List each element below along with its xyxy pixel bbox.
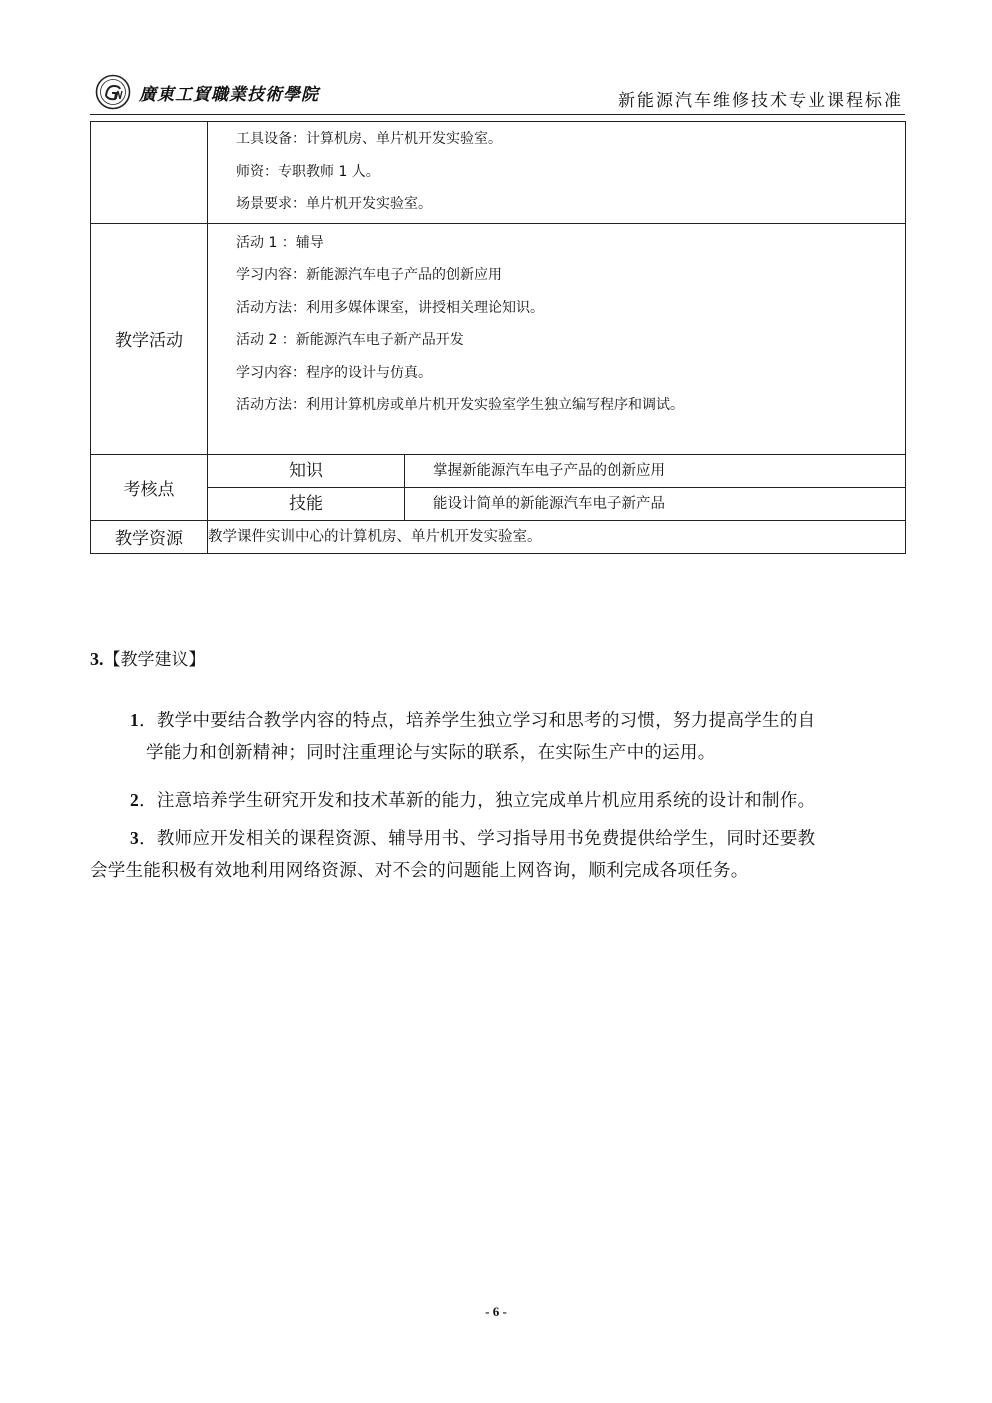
suggestion-continuation: 会学生能积极有效地利用网络资源、对不会的问题能上网咨询，顺利完成各项任务。	[90, 861, 749, 881]
text-line: 场景要求：单片机开发实验室。	[236, 196, 432, 212]
suggestion-item	[90, 822, 905, 887]
resource-header: 教学资源	[91, 520, 208, 553]
table-row-assessment	[91, 454, 906, 520]
suggestion-text: ．教学中要结合教学内容的特点，培养学生独立学习和思考的习惯，努力提高学生的自	[139, 711, 816, 731]
document-title: 新能源汽车维修技术专业课程标准	[618, 91, 903, 111]
school-logo	[95, 74, 319, 110]
suggestion-text: ．注意培养学生研究开发和技术革新的能力，独立完成单片机应用系统的设计和制作。	[139, 791, 816, 811]
assessment-value: 掌握新能源汽车电子产品的创新应用	[433, 462, 665, 479]
requirements-cell	[208, 122, 906, 224]
assessment-cell	[208, 454, 906, 520]
course-table	[90, 121, 906, 554]
text-line: 学习内容：新能源汽车电子产品的创新应用	[236, 267, 502, 283]
assessment-value: 能设计简单的新能源汽车电子新产品	[433, 495, 665, 512]
resource-value: 教学课件实训中心的计算机房、单片机开发实验室。	[208, 520, 906, 553]
suggestion-number: 1	[130, 710, 140, 730]
table-row-resources-requirements	[91, 122, 906, 224]
suggestion-number: 3	[130, 828, 140, 848]
suggestion-text: ．教师应开发相关的课程资源、辅导用书、学习指导用书免费提供给学生，同时还要教	[139, 829, 816, 849]
activity-header: 教学活动	[91, 223, 208, 454]
text-line: 学习内容：程序的设计与仿真。	[236, 364, 432, 381]
text-line: 活动 2 ：新能源汽车电子新产品开发	[236, 332, 464, 348]
suggestion-item	[90, 704, 905, 769]
school-name: 廣東工貿職業技術學院	[139, 84, 319, 105]
school-emblem-icon	[95, 74, 131, 110]
section-heading	[90, 645, 206, 670]
text-line: 活动 1 ：辅导	[236, 234, 324, 251]
text-line: 工具设备：计算机房、单片机开发实验室。	[236, 131, 502, 147]
assessment-row-skill	[208, 488, 905, 520]
assessment-label: 知识	[208, 455, 405, 487]
text-line: 师资：专职教师 1 人。	[236, 163, 380, 180]
table-row-teaching-resources	[91, 520, 906, 553]
text-line: 活动方法：利用多媒体课室，讲授相关理论知识。	[236, 299, 544, 316]
assessment-row-knowledge	[208, 455, 905, 488]
page-header	[90, 70, 905, 115]
assessment-header: 考核点	[91, 454, 208, 520]
assessment-label: 技能	[208, 488, 405, 520]
table-row-activities	[91, 223, 906, 454]
suggestion-item	[90, 784, 905, 817]
section-number: 3.	[90, 649, 104, 669]
empty-header-cell	[91, 122, 208, 224]
page-number: - 6 -	[485, 1304, 507, 1319]
text-line: 活动方法：利用计算机房或单片机开发实验室学生独立编写程序和调试。	[236, 397, 684, 413]
suggestion-number: 2	[130, 790, 140, 810]
suggestion-continuation: 学能力和创新精神；同时注重理论与实际的联系，在实际生产中的运用。	[146, 743, 716, 763]
activity-cell	[208, 223, 906, 454]
section-title: 【教学建议】	[103, 650, 206, 670]
